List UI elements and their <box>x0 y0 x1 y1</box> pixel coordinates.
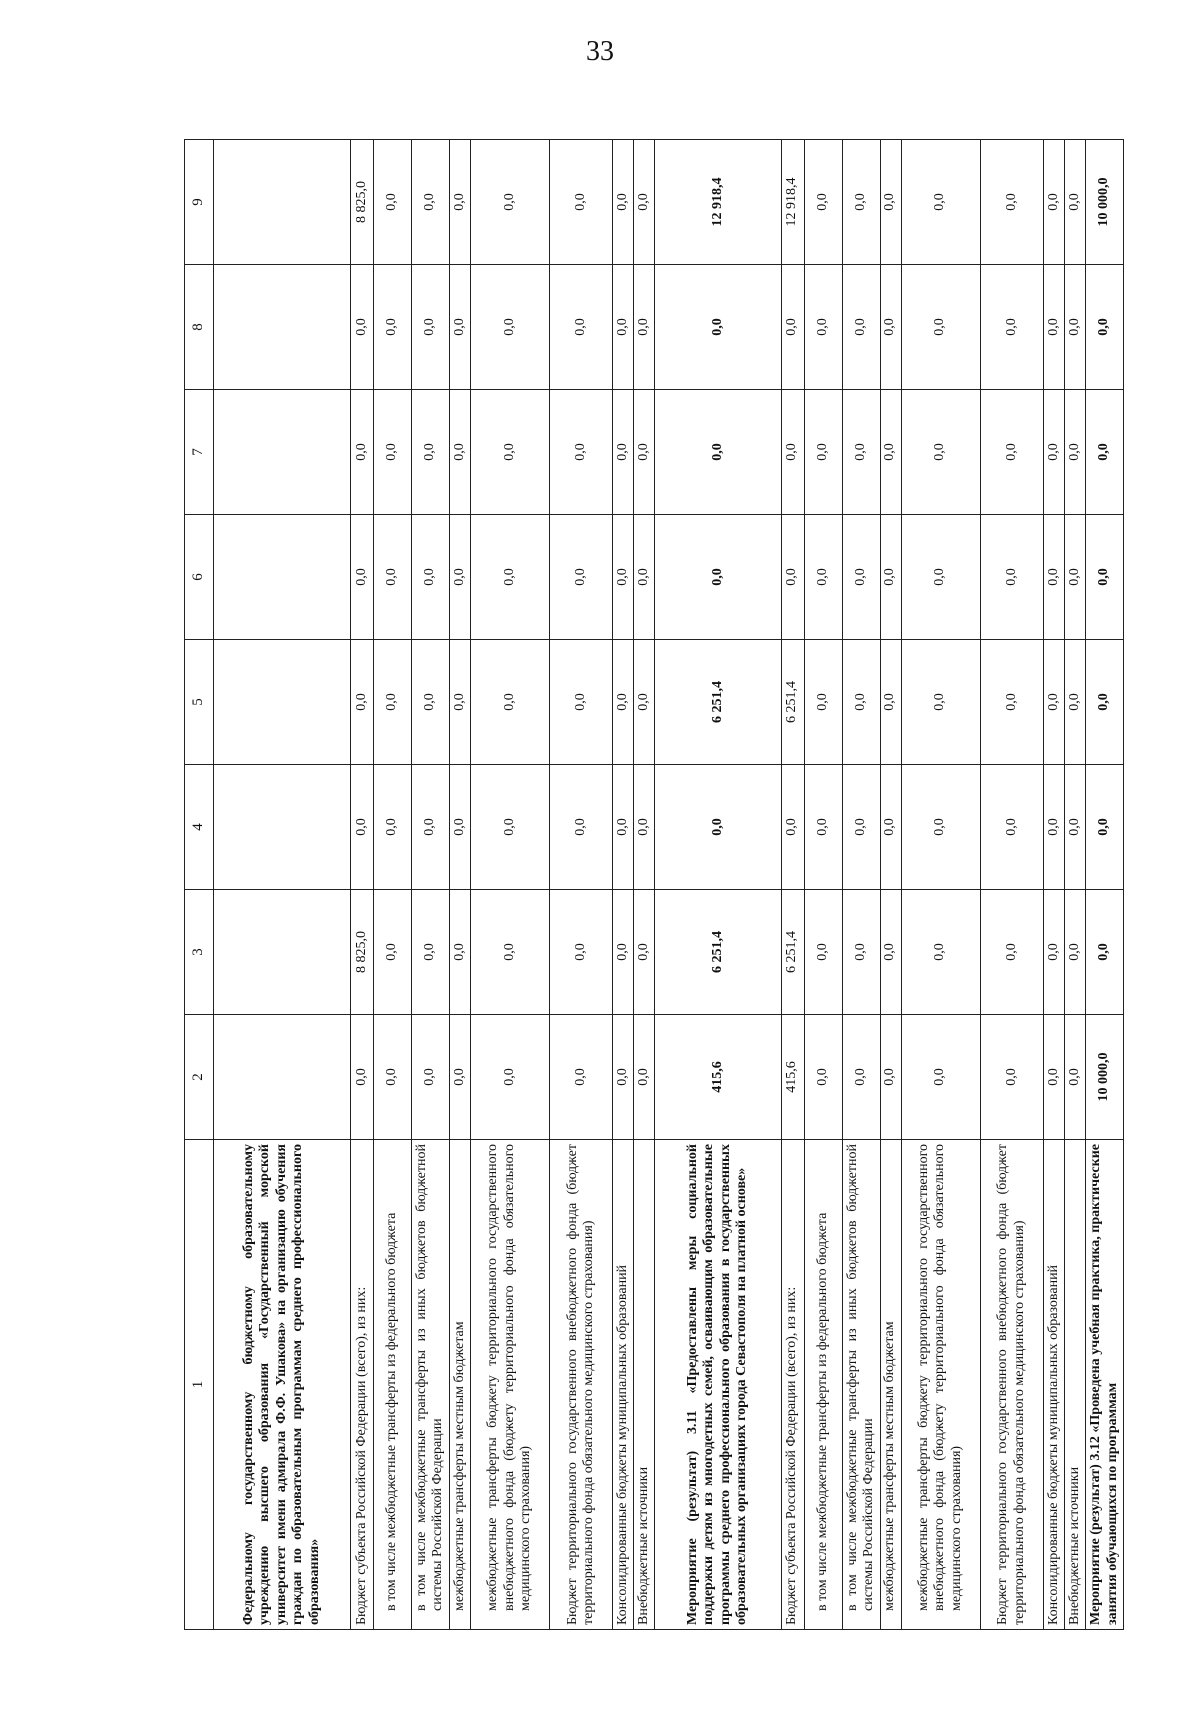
table-row <box>842 140 880 1630</box>
value-cell-col-2: 0,0 <box>980 1015 1043 1140</box>
value-cell-col-5: 6 251,4 <box>655 640 781 765</box>
value-cell-col-7: 0,0 <box>549 390 612 515</box>
table-row <box>804 140 842 1630</box>
value-cell-col-4: 0,0 <box>470 765 549 890</box>
value-cell-col-3: 0,0 <box>549 890 612 1015</box>
value-cell-col-4: 0,0 <box>634 765 655 890</box>
value-cell-col-5 <box>214 640 351 765</box>
value-cell-col-3: 0,0 <box>901 890 980 1015</box>
value-cell-col-5: 0,0 <box>842 640 880 765</box>
value-cell-col-4: 0,0 <box>549 765 612 890</box>
row-label: в том числе межбюджетные трансферты из федерального бюджета <box>804 1140 842 1630</box>
value-cell-col-6: 0,0 <box>980 515 1043 640</box>
value-cell-col-5: 0,0 <box>374 640 412 765</box>
value-cell-col-8: 0,0 <box>1043 265 1064 390</box>
column-header-5: 5 <box>185 640 214 765</box>
value-cell-col-2: 10 000,0 <box>1086 1015 1124 1140</box>
row-label: межбюджетные трансферты местным бюджетам <box>449 1140 470 1630</box>
column-header-7: 7 <box>185 390 214 515</box>
value-cell-col-6: 0,0 <box>549 515 612 640</box>
value-cell-col-2: 0,0 <box>804 1015 842 1140</box>
table-row <box>880 140 901 1630</box>
value-cell-col-7: 0,0 <box>781 390 804 515</box>
column-header-4: 4 <box>185 765 214 890</box>
row-label: Внебюджетные источники <box>1064 1140 1085 1630</box>
table-row <box>470 140 549 1630</box>
value-cell-col-3: 0,0 <box>1086 890 1124 1015</box>
value-cell-col-3: 0,0 <box>613 890 634 1015</box>
value-cell-col-8: 0,0 <box>470 265 549 390</box>
value-cell-col-6: 0,0 <box>842 515 880 640</box>
row-label: межбюджетные трансферты бюджету территориального государственного внебюджетного фонда (бюджету территориального фонда обязательного медицинского страхования) <box>901 1140 980 1630</box>
table-row <box>1043 140 1064 1630</box>
value-cell-col-7: 0,0 <box>613 390 634 515</box>
value-cell-col-2: 415,6 <box>655 1015 781 1140</box>
value-cell-col-3: 6 251,4 <box>655 890 781 1015</box>
value-cell-col-2: 0,0 <box>634 1015 655 1140</box>
value-cell-col-2: 0,0 <box>470 1015 549 1140</box>
value-cell-col-9: 0,0 <box>880 140 901 265</box>
value-cell-col-2: 0,0 <box>1043 1015 1064 1140</box>
value-cell-col-9: 12 918,4 <box>655 140 781 265</box>
value-cell-col-6: 0,0 <box>470 515 549 640</box>
column-header-6: 6 <box>185 515 214 640</box>
column-header-9: 9 <box>185 140 214 265</box>
value-cell-col-7: 0,0 <box>1086 390 1124 515</box>
value-cell-col-5: 0,0 <box>1064 640 1085 765</box>
value-cell-col-5: 0,0 <box>613 640 634 765</box>
value-cell-col-5: 0,0 <box>804 640 842 765</box>
value-cell-col-7: 0,0 <box>880 390 901 515</box>
value-cell-col-7: 0,0 <box>901 390 980 515</box>
value-cell-col-7: 0,0 <box>1064 390 1085 515</box>
value-cell-col-8: 0,0 <box>613 265 634 390</box>
value-cell-col-2: 0,0 <box>549 1015 612 1140</box>
value-cell-col-4: 0,0 <box>1086 765 1124 890</box>
row-label: в том числе межбюджетные трансферты из федерального бюджета <box>374 1140 412 1630</box>
header-row <box>185 140 214 1630</box>
value-cell-col-5: 0,0 <box>1043 640 1064 765</box>
value-cell-col-5: 0,0 <box>350 640 373 765</box>
table-row <box>1064 140 1085 1630</box>
row-label: межбюджетные трансферты местным бюджетам <box>880 1140 901 1630</box>
table-row <box>980 140 1043 1630</box>
value-cell-col-3: 0,0 <box>374 890 412 1015</box>
value-cell-col-7: 0,0 <box>1043 390 1064 515</box>
value-cell-col-3: 0,0 <box>804 890 842 1015</box>
value-cell-col-2: 0,0 <box>613 1015 634 1140</box>
value-cell-col-9: 0,0 <box>1064 140 1085 265</box>
value-cell-col-6: 0,0 <box>350 515 373 640</box>
value-cell-col-4: 0,0 <box>613 765 634 890</box>
value-cell-col-2: 0,0 <box>449 1015 470 1140</box>
value-cell-col-7: 0,0 <box>842 390 880 515</box>
value-cell-col-3: 0,0 <box>411 890 449 1015</box>
value-cell-col-6: 0,0 <box>880 515 901 640</box>
value-cell-col-7: 0,0 <box>350 390 373 515</box>
value-cell-col-7: 0,0 <box>470 390 549 515</box>
value-cell-col-2: 0,0 <box>350 1015 373 1140</box>
value-cell-col-3: 0,0 <box>1043 890 1064 1015</box>
value-cell-col-3: 0,0 <box>634 890 655 1015</box>
value-cell-col-3 <box>214 890 351 1015</box>
column-header-1: 1 <box>185 1140 214 1630</box>
row-label: Бюджет территориального государственного внебюджетного фонда (бюджет территориального фонда обязательного медицинского страхования) <box>980 1140 1043 1630</box>
value-cell-col-4 <box>214 765 351 890</box>
value-cell-col-4: 0,0 <box>655 765 781 890</box>
value-cell-col-4: 0,0 <box>350 765 373 890</box>
value-cell-col-7: 0,0 <box>980 390 1043 515</box>
value-cell-col-9: 0,0 <box>842 140 880 265</box>
table-row <box>613 140 634 1630</box>
row-label: Бюджет территориального государственного внебюджетного фонда (бюджет территориального фонда обязательного медицинского страхования) <box>549 1140 612 1630</box>
value-cell-col-4: 0,0 <box>980 765 1043 890</box>
value-cell-col-7: 0,0 <box>374 390 412 515</box>
row-label: Бюджет субъекта Российской Федерации (всего), из них: <box>350 1140 373 1630</box>
value-cell-col-2: 0,0 <box>842 1015 880 1140</box>
value-cell-col-7: 0,0 <box>634 390 655 515</box>
value-cell-col-7: 0,0 <box>449 390 470 515</box>
row-label: Внебюджетные источники <box>634 1140 655 1630</box>
value-cell-col-8: 0,0 <box>980 265 1043 390</box>
value-cell-col-6: 0,0 <box>1086 515 1124 640</box>
value-cell-col-3: 6 251,4 <box>781 890 804 1015</box>
value-cell-col-8: 0,0 <box>804 265 842 390</box>
value-cell-col-8: 0,0 <box>449 265 470 390</box>
value-cell-col-5: 0,0 <box>880 640 901 765</box>
table-body <box>214 140 1124 1630</box>
rotated-table-container <box>184 140 1124 1630</box>
table-row <box>655 140 781 1630</box>
table-row <box>1086 140 1124 1630</box>
value-cell-col-7: 0,0 <box>804 390 842 515</box>
value-cell-col-6: 0,0 <box>374 515 412 640</box>
table-row <box>781 140 804 1630</box>
column-header-2: 2 <box>185 1015 214 1140</box>
value-cell-col-2: 415,6 <box>781 1015 804 1140</box>
value-cell-col-2 <box>214 1015 351 1140</box>
value-cell-col-5: 0,0 <box>549 640 612 765</box>
value-cell-col-5: 0,0 <box>470 640 549 765</box>
value-cell-col-8: 0,0 <box>781 265 804 390</box>
value-cell-col-9: 10 000,0 <box>1086 140 1124 265</box>
table-row <box>374 140 412 1630</box>
value-cell-col-7: 0,0 <box>411 390 449 515</box>
value-cell-col-8: 0,0 <box>880 265 901 390</box>
value-cell-col-8: 0,0 <box>634 265 655 390</box>
value-cell-col-5: 0,0 <box>1086 640 1124 765</box>
value-cell-col-9: 0,0 <box>804 140 842 265</box>
value-cell-col-5: 0,0 <box>449 640 470 765</box>
value-cell-col-9: 12 918,4 <box>781 140 804 265</box>
value-cell-col-9: 0,0 <box>470 140 549 265</box>
row-label: Мероприятие (результат) 3.12 «Проведена учебная практика, практические занятия обучающихся по программам <box>1086 1140 1124 1630</box>
value-cell-col-3: 0,0 <box>880 890 901 1015</box>
value-cell-col-8: 0,0 <box>350 265 373 390</box>
value-cell-col-2: 0,0 <box>1064 1015 1085 1140</box>
value-cell-col-8: 0,0 <box>901 265 980 390</box>
page-number: 33 <box>586 36 614 67</box>
value-cell-col-4: 0,0 <box>842 765 880 890</box>
column-header-3: 3 <box>185 890 214 1015</box>
value-cell-col-6: 0,0 <box>655 515 781 640</box>
value-cell-col-3: 8 825,0 <box>350 890 373 1015</box>
value-cell-col-5: 0,0 <box>411 640 449 765</box>
table-row <box>549 140 612 1630</box>
value-cell-col-3: 0,0 <box>980 890 1043 1015</box>
value-cell-col-4: 0,0 <box>374 765 412 890</box>
value-cell-col-9 <box>214 140 351 265</box>
value-cell-col-7 <box>214 390 351 515</box>
value-cell-col-8: 0,0 <box>549 265 612 390</box>
value-cell-col-5: 0,0 <box>901 640 980 765</box>
value-cell-col-5: 6 251,4 <box>781 640 804 765</box>
value-cell-col-5: 0,0 <box>634 640 655 765</box>
value-cell-col-8: 0,0 <box>655 265 781 390</box>
value-cell-col-9: 8 825,0 <box>350 140 373 265</box>
value-cell-col-4: 0,0 <box>804 765 842 890</box>
value-cell-col-3: 0,0 <box>1064 890 1085 1015</box>
value-cell-col-9: 0,0 <box>901 140 980 265</box>
value-cell-col-5: 0,0 <box>980 640 1043 765</box>
column-header-8: 8 <box>185 265 214 390</box>
value-cell-col-6 <box>214 515 351 640</box>
value-cell-col-9: 0,0 <box>634 140 655 265</box>
table-row <box>214 140 351 1630</box>
value-cell-col-8: 0,0 <box>1064 265 1085 390</box>
value-cell-col-4: 0,0 <box>901 765 980 890</box>
value-cell-col-3: 0,0 <box>449 890 470 1015</box>
value-cell-col-6: 0,0 <box>781 515 804 640</box>
value-cell-col-9: 0,0 <box>411 140 449 265</box>
value-cell-col-6: 0,0 <box>901 515 980 640</box>
value-cell-col-4: 0,0 <box>449 765 470 890</box>
budget-table <box>184 139 1124 1630</box>
row-label: Консолидированные бюджеты муниципальных образований <box>1043 1140 1064 1630</box>
value-cell-col-8 <box>214 265 351 390</box>
value-cell-col-6: 0,0 <box>411 515 449 640</box>
value-cell-col-4: 0,0 <box>1043 765 1064 890</box>
row-label: Бюджет субъекта Российской Федерации (всего), из них: <box>781 1140 804 1630</box>
table-row <box>901 140 980 1630</box>
value-cell-col-9: 0,0 <box>374 140 412 265</box>
value-cell-col-2: 0,0 <box>411 1015 449 1140</box>
row-label: межбюджетные трансферты бюджету территориального государственного внебюджетного фонда (бюджету территориального фонда обязательного медицинского страхования) <box>470 1140 549 1630</box>
value-cell-col-2: 0,0 <box>880 1015 901 1140</box>
value-cell-col-9: 0,0 <box>1043 140 1064 265</box>
value-cell-col-6: 0,0 <box>1043 515 1064 640</box>
value-cell-col-4: 0,0 <box>411 765 449 890</box>
value-cell-col-8: 0,0 <box>411 265 449 390</box>
value-cell-col-9: 0,0 <box>980 140 1043 265</box>
value-cell-col-6: 0,0 <box>613 515 634 640</box>
value-cell-col-9: 0,0 <box>449 140 470 265</box>
table-row <box>350 140 373 1630</box>
value-cell-col-6: 0,0 <box>1064 515 1085 640</box>
value-cell-col-2: 0,0 <box>374 1015 412 1140</box>
table-row <box>449 140 470 1630</box>
value-cell-col-4: 0,0 <box>781 765 804 890</box>
table-row <box>634 140 655 1630</box>
value-cell-col-3: 0,0 <box>842 890 880 1015</box>
value-cell-col-6: 0,0 <box>804 515 842 640</box>
value-cell-col-6: 0,0 <box>449 515 470 640</box>
value-cell-col-4: 0,0 <box>1064 765 1085 890</box>
table-row <box>411 140 449 1630</box>
row-label: Федеральному государственному бюджетному образовательному учреждению высшего образования «Государственный морской университет имени адмирала Ф.Ф. Ушакова» на организацию обучения граждан по образовательным программам среднего профессионального образования» <box>214 1140 351 1630</box>
value-cell-col-8: 0,0 <box>374 265 412 390</box>
value-cell-col-3: 0,0 <box>470 890 549 1015</box>
value-cell-col-9: 0,0 <box>549 140 612 265</box>
value-cell-col-6: 0,0 <box>634 515 655 640</box>
row-label: Консолидированные бюджеты муниципальных образований <box>613 1140 634 1630</box>
value-cell-col-8: 0,0 <box>1086 265 1124 390</box>
row-label: в том числе межбюджетные трансферты из иных бюджетов бюджетной системы Российской Федерации <box>411 1140 449 1630</box>
value-cell-col-2: 0,0 <box>901 1015 980 1140</box>
value-cell-col-8: 0,0 <box>842 265 880 390</box>
value-cell-col-9: 0,0 <box>613 140 634 265</box>
value-cell-col-7: 0,0 <box>655 390 781 515</box>
row-label: в том числе межбюджетные трансферты из иных бюджетов бюджетной системы Российской Федерации <box>842 1140 880 1630</box>
row-label: Мероприятие (результат) 3.11 «Предоставлены меры социальной поддержки детям из многодетных семей, осваивающим образовательные программы среднего профессионального образования в государственных образовательных организациях города Севастополя на платной основе» <box>655 1140 781 1630</box>
value-cell-col-4: 0,0 <box>880 765 901 890</box>
